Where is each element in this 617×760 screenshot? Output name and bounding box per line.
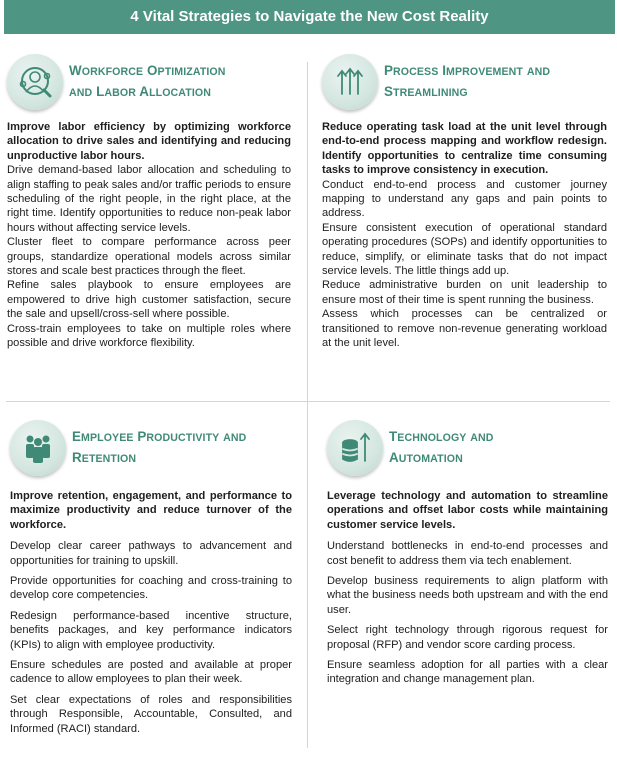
section-title-line2: AND LABOR ALLOCATION xyxy=(69,84,211,99)
list-item: Assess which processes can be centralized or transitioned to remove non-revenue generating workload at the unit level. xyxy=(322,308,607,350)
section-title xyxy=(384,61,550,103)
list-item: Develop clear career pathways to advancement and opportunities for training to upskill. xyxy=(10,540,292,567)
list-item: Understand bottlenecks in end-to-end processes and cost benefit to address them via tech enablement. xyxy=(327,540,608,567)
section-body xyxy=(10,539,292,736)
list-item: Cluster fleet to compare performance across peer groups, standardize operational models across similar stores and scale best practices through the fleet. xyxy=(7,236,291,278)
section-title xyxy=(72,427,246,469)
list-item: Select right technology through rigorous request for proposal (RFP) and vendor score carding process. xyxy=(327,624,608,651)
section-title-line1: PROCESS IMPROVEMENT AND xyxy=(384,63,551,78)
horizontal-divider xyxy=(6,401,610,402)
person-magnifier-icon xyxy=(7,54,63,110)
section-body xyxy=(7,163,291,350)
section-lead: Reduce operating task load at the unit level through end-to-end process mapping and workflow redesign. Identify opportunities to centralize time consuming tasks to improve consistency in execution. xyxy=(322,121,607,177)
list-item: Conduct end-to-end process and customer journey mapping to understand any gaps and pain points to address. xyxy=(322,178,607,220)
section-body xyxy=(322,178,607,351)
section-lead: Improve labor efficiency by optimizing workforce allocation to drive sales and identifying and reducing unproductive labor hours. xyxy=(7,121,291,162)
list-item: Reduce administrative burden on unit leadership to ensure most of their time is spent running the business. xyxy=(322,279,607,306)
list-item: Redesign performance-based incentive structure, benefits packages, and key performance indicators (KPIs) to align with employee productivity. xyxy=(10,609,292,651)
upward-arrows-icon xyxy=(322,54,378,110)
section-lead: Leverage technology and automation to streamline operations and offset labor costs while maintaining customer service levels. xyxy=(327,490,608,531)
database-arrow-icon xyxy=(327,420,383,476)
list-item: Set clear expectations of roles and responsibilities through Responsible, Accountable, Consulted, and Informed (RACI) standard. xyxy=(10,693,292,735)
section-body xyxy=(327,539,608,687)
list-item: Drive demand-based labor allocation and scheduling to align staffing to peak sales and/or traffic periods to ensure scheduling of the right people, in the right place, at the right time. Identify opportunities to reduce non-peak labor hours without affecting service levels. xyxy=(7,164,291,234)
list-item: Refine sales playbook to ensure employees are empowered to drive high customer satisfaction, secure the sale and upsell/cross-sell where possible. xyxy=(7,279,291,321)
section-workforce xyxy=(7,52,291,351)
list-item: Develop business requirements to align platform with what the business needs both upstream and with the end user. xyxy=(327,575,608,616)
page-title: 4 Vital Strategies to Navigate the New Cost Reality xyxy=(4,0,615,34)
people-group-icon xyxy=(10,420,66,476)
list-item: Ensure schedules are posted and available at proper cadence to allow employees to plan their week. xyxy=(10,659,292,686)
section-title xyxy=(389,427,494,469)
section-process xyxy=(322,52,607,351)
section-lead: Improve retention, engagement, and performance to maximize productivity and reduce turnover of the workforce. xyxy=(10,490,292,531)
section-title-line1: TECHNOLOGY AND xyxy=(389,429,494,444)
section-title-line1: EMPLOYEE PRODUCTIVITY AND xyxy=(72,429,247,444)
section-employee xyxy=(10,418,292,736)
list-item: Cross-train employees to take on multiple roles where possible and drive workforce flexibility. xyxy=(7,322,291,350)
section-title-line2: RETENTION xyxy=(72,450,137,465)
list-item: Provide opportunities for coaching and cross-training to develop core competencies. xyxy=(10,575,292,602)
section-title-line1: WORKFORCE OPTIMIZATION xyxy=(69,63,226,78)
vertical-divider xyxy=(307,62,308,748)
section-title-line2: AUTOMATION xyxy=(389,450,463,465)
section-technology xyxy=(327,418,608,687)
section-title-line2: STREAMLINING xyxy=(384,84,468,99)
list-item: Ensure consistent execution of operational standard operating procedures (SOPs) and identify opportunities to reduce, simplify, or eliminate tasks that do not impact service levels. The little things add up. xyxy=(322,221,607,278)
list-item: Ensure seamless adoption for all parties with a clear integration and change management plan. xyxy=(327,659,608,686)
section-title xyxy=(69,61,226,103)
